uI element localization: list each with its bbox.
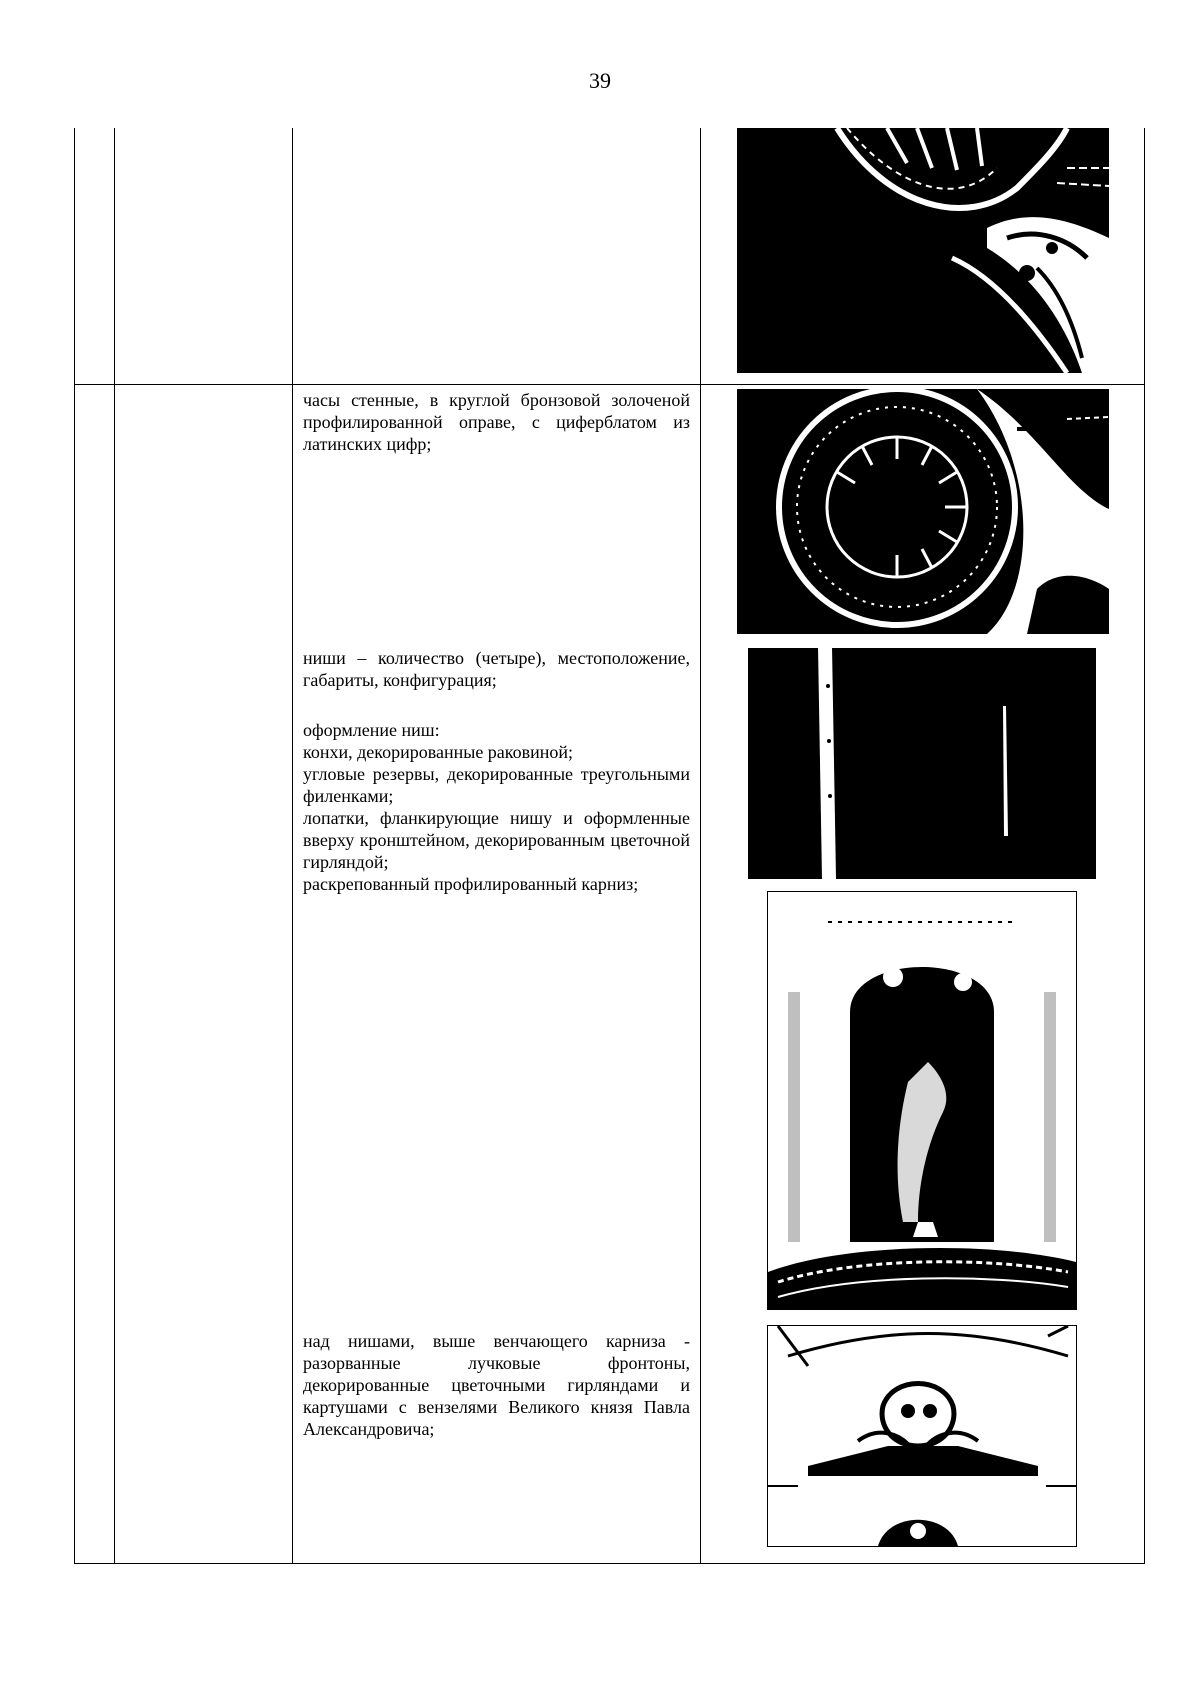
table-column-divider (114, 128, 115, 1564)
page-number: 39 (589, 68, 611, 93)
photo-niche-dark (748, 646, 1096, 879)
niche-decoration-item: лопатки, фланкирующие нишу и оформленные вверху кронштейном, декорированным цветочной гирляндой; (303, 808, 690, 872)
clock-frame-detail-image (737, 128, 1109, 373)
table-border-bottom (74, 1563, 1145, 1564)
table-column-divider (292, 128, 293, 1564)
photo-clock-frame-detail (737, 128, 1109, 373)
description-niches (303, 647, 690, 691)
niches-text: ниши – количество (четыре), местоположение, габариты, конфигурация; (303, 648, 690, 690)
table-column-divider (700, 128, 701, 1564)
table-border-left (74, 128, 75, 1564)
niche-decoration-heading: оформление ниш: (303, 720, 440, 740)
niche-statue-image (768, 892, 1076, 1309)
photo-pediment-cartouche (767, 1325, 1077, 1547)
niche-decoration-item: конхи, декорированные раковиной; (303, 742, 574, 762)
niche-decoration-item: раскрепованный профилированный карниз; (303, 874, 639, 894)
pediment-cartouche-image (768, 1326, 1076, 1546)
niche-dark-image (748, 646, 1096, 879)
description-pediments (303, 1330, 690, 1440)
description-clock (303, 389, 690, 455)
table-row-divider (74, 384, 1145, 385)
photo-wall-clock (737, 389, 1109, 634)
pediments-text: над нишами, выше венчающего карниза - разорванные лучковые фронтоны, декорированные цветочными гирляндами и картушами с вензелями Великого князя Павла Александровича; (303, 1331, 690, 1439)
table-border-right (1144, 128, 1145, 1564)
photo-niche-statue (767, 891, 1077, 1310)
description-niche-decoration (303, 719, 690, 895)
wall-clock-image (737, 389, 1109, 634)
niche-decoration-item: угловые резервы, декорированные треугольными филенками; (303, 764, 690, 806)
clock-text: часы стенные, в круглой бронзовой золоченой профилированной оправе, с циферблатом из латинских цифр; (303, 390, 690, 454)
